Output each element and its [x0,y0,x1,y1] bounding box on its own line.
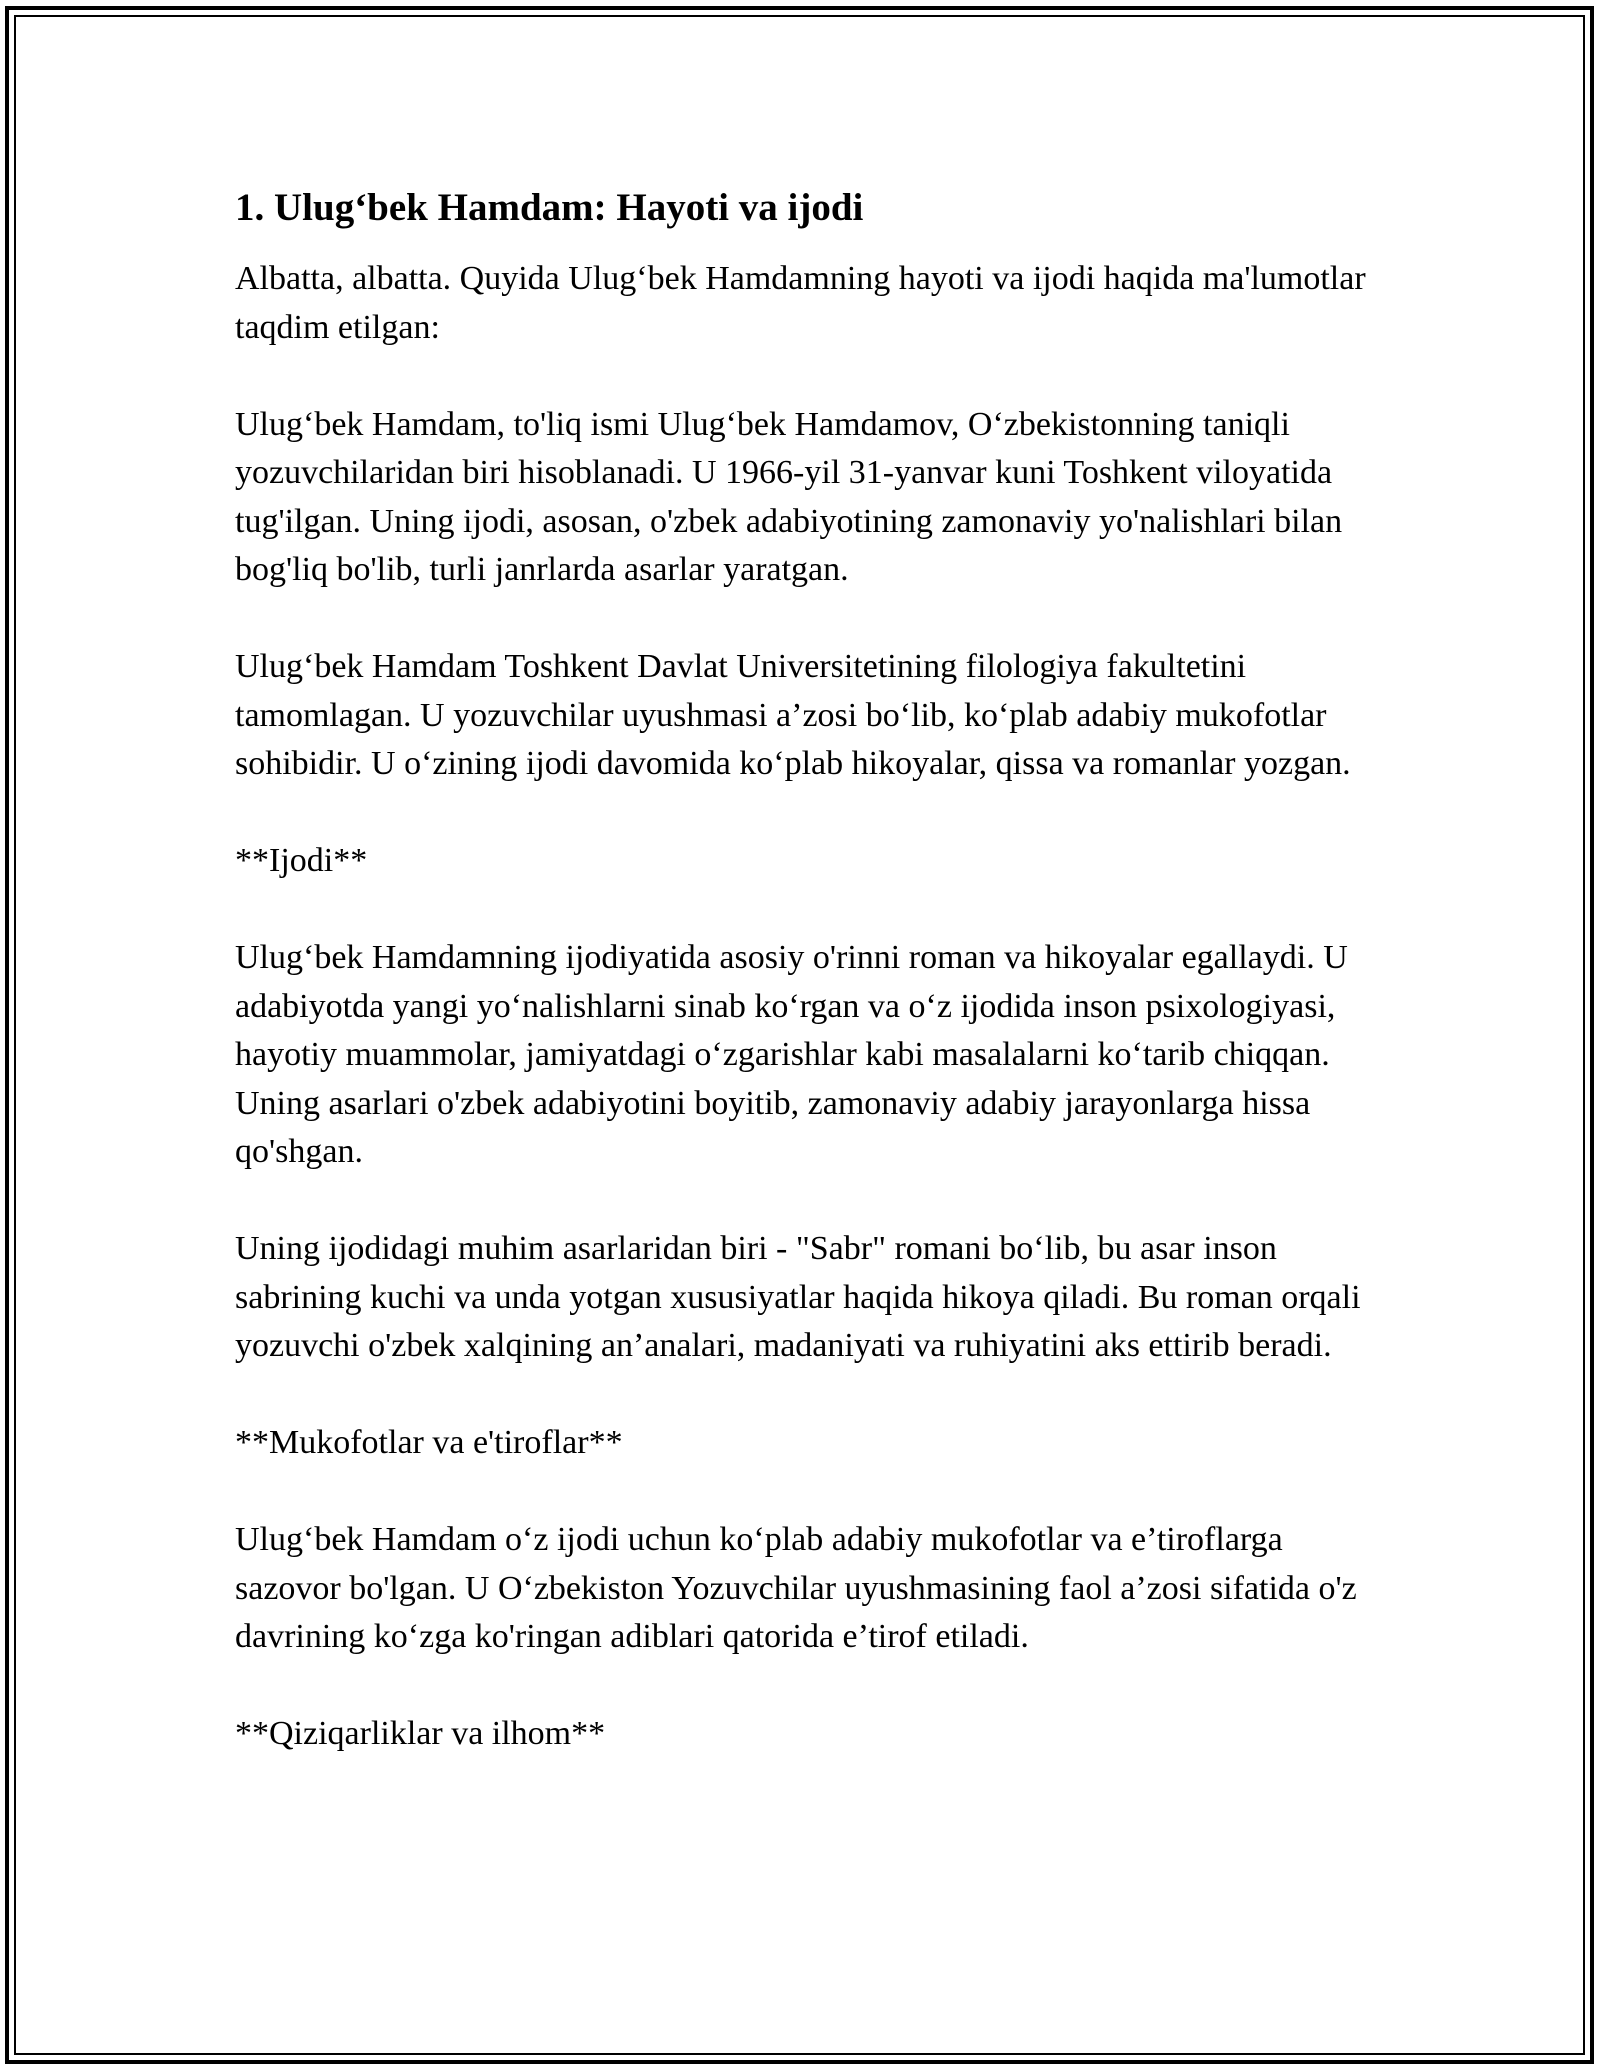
document-title: 1. Ulug‘bek Hamdam: Hayoti va ijodi [235,186,864,229]
section-heading-inspiration: **Qiziqarliklar va ilhom** [235,1715,606,1752]
paragraph-creative-work: Ulug‘bek Hamdamning ijodiyatida asosiy o'rinni roman va hikoyalar egallaydi. U adabiyotda yangi yo‘nalishlarni sinab ko‘rgan va o‘z ijodida inson psixologiyasi, hayotiy muammolar, jamiyatdagi o‘zgarishlar kabi masalalarni ko‘tarib chiqqan. Uning asarlari o'zbek adabiyotini boyitib, zamonaviy adabiy jarayonlarga hissa qo'shgan. [235,939,1348,1170]
paragraph-awards: Ulug‘bek Hamdam o‘z ijodi uchun ko‘plab adabiy mukofotlar va e’tiroflarga sazovor bo'lgan. U O‘zbekiston Yozuvchilar uyushmasining faol a’zosi sifatida o'z davrining ko‘zga ko'ringan adiblari qatorida e’tirof etiladi. [235,1521,1357,1655]
paragraph-education: Ulug‘bek Hamdam Toshkent Davlat Universitetining filologiya fakultetini tamomlagan. U yozuvchilar uyushmasi a’zosi bo‘lib, ko‘plab adabiy mukofotlar sohibidir. U o‘zining ijodi davomida ko‘plab hikoyalar, qissa va romanlar yozgan. [235,648,1351,782]
paragraph-sabr-novel: Uning ijodidagi muhim asarlaridan biri - "Sabr" romani bo‘lib, bu asar inson sabrining kuchi va unda yotgan xususiyatlar haqida hikoya qiladi. Bu roman orqali yozuvchi o'zbek xalqining an’analari, madaniyati va ruhiyatini aks ettirib beradi. [235,1230,1361,1364]
paragraph-biography: Ulug‘bek Hamdam, to'liq ismi Ulug‘bek Hamdamov, O‘zbekistonning taniqli yozuvchilaridan biri hisoblanadi. U 1966-yil 31-yanvar kuni Toshkent viloyatida tug'ilgan. Uning ijodi, asosan, o'zbek adabiyotining zamonaviy yo'nalishlari bilan bog'liq bo'lib, turli janrlarda asarlar yaratgan. [235,405,1343,588]
document-body [235,185,1395,1759]
section-heading-ijodi: **Ijodi** [235,842,368,879]
section-heading-awards: **Mukofotlar va e'tiroflar** [235,1424,623,1461]
paragraph-intro: Albatta, albatta. Quyida Ulug‘bek Hamdamning hayoti va ijodi haqida ma'lumotlar taqdim etilgan: [235,260,1366,346]
